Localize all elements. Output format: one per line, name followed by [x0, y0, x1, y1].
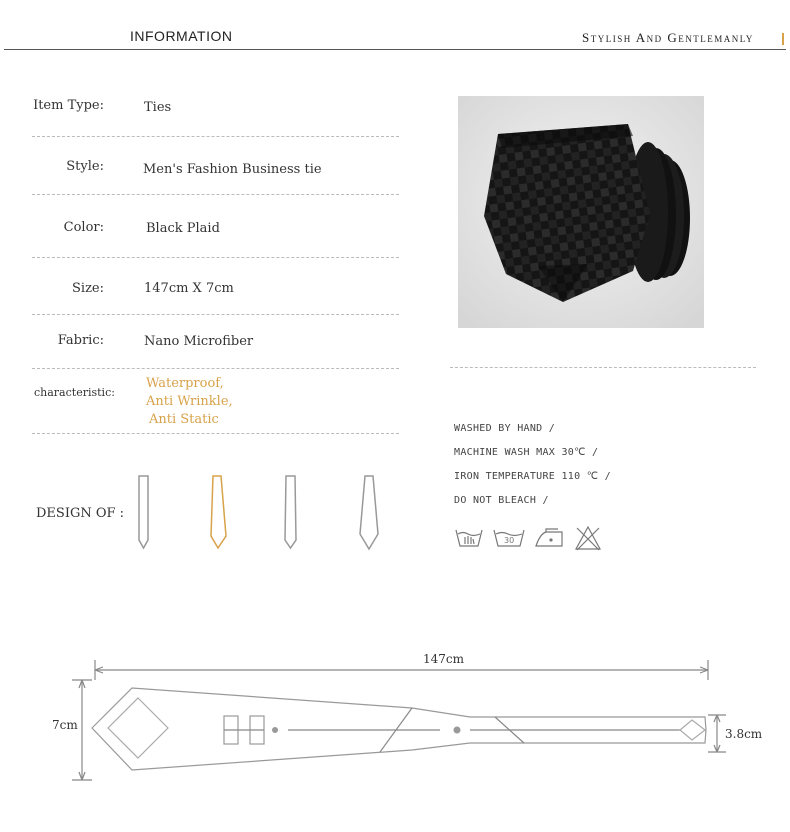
- size-label: Size:: [72, 281, 104, 296]
- length-dimension-label: 147cm: [423, 652, 465, 666]
- characteristic-waterproof: Waterproof,: [146, 376, 224, 391]
- header-divider: [4, 49, 786, 50]
- wash-temp-label: 30: [504, 536, 515, 545]
- care-divider: [450, 367, 756, 368]
- information-title: INFORMATION: [130, 28, 233, 44]
- row-divider: [32, 257, 399, 258]
- item-type-label: Item Type:: [33, 98, 104, 113]
- row-divider: [32, 194, 399, 195]
- fabric-value: Nano Microfiber: [144, 334, 254, 349]
- slogan-accent-bar: [782, 33, 784, 45]
- tie-style-slim-icon: [211, 476, 226, 548]
- style-label: Style:: [66, 159, 104, 174]
- row-divider: [32, 314, 399, 315]
- iron-icon: [534, 526, 564, 550]
- care-line-machine-wash: MACHINE WASH MAX 30℃ /: [454, 447, 599, 458]
- care-line-iron: IRON TEMPERATURE 110 ℃ /: [454, 471, 611, 482]
- hand-wash-icon: [454, 524, 484, 550]
- tie-dimension-diagram: [40, 640, 780, 790]
- tie-style-options: [134, 474, 394, 554]
- tip-width-dimension-label: 3.8cm: [725, 727, 763, 741]
- row-divider: [32, 433, 399, 434]
- tie-product-photo: [458, 96, 704, 328]
- color-label: Color:: [63, 220, 104, 235]
- width-dimension-label: 7cm: [52, 718, 78, 732]
- characteristic-label: characteristic:: [34, 386, 115, 399]
- care-line-bleach: DO NOT BLEACH /: [454, 495, 549, 506]
- row-divider: [32, 368, 399, 369]
- fabric-label: Fabric:: [57, 333, 104, 348]
- row-divider: [32, 136, 399, 137]
- size-value: 147cm X 7cm: [144, 281, 234, 296]
- style-value: Men's Fashion Business tie: [143, 162, 322, 177]
- machine-wash-30-icon: [492, 524, 526, 550]
- tie-style-skinny-icon: [139, 476, 148, 548]
- characteristic-anti-static: Anti Static: [149, 412, 219, 427]
- care-line-hand-wash: WASHED BY HAND /: [454, 423, 556, 434]
- tie-style-classic-icon: [360, 476, 378, 549]
- slogan-title: Stylish And Gentlemanly: [582, 30, 754, 45]
- no-bleach-icon: [574, 524, 602, 552]
- color-value: Black Plaid: [146, 221, 220, 236]
- tie-style-narrow-icon: [285, 476, 296, 548]
- design-of-label: DESIGN OF :: [36, 506, 125, 521]
- item-type-value: Ties: [144, 100, 172, 115]
- characteristic-anti-wrinkle: Anti Wrinkle,: [146, 394, 233, 409]
